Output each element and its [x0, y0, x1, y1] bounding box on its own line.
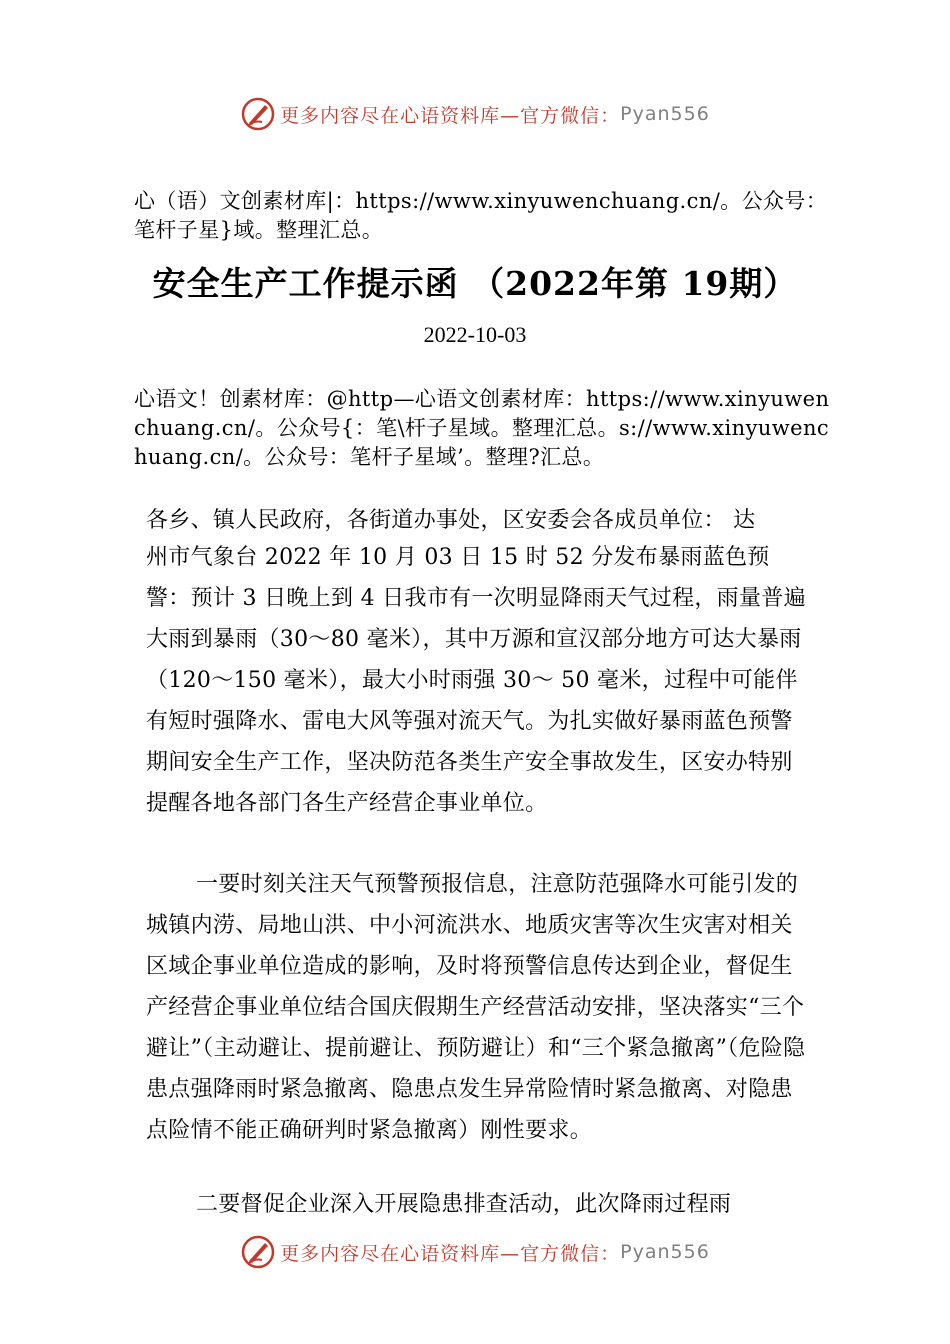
header-banner: [0, 94, 950, 134]
banner-wechat: Pyan556: [620, 1241, 710, 1263]
document-title: 安全生产工作提示函 （2022年第 19期）: [152, 264, 798, 303]
watermark-note: 心（语）文创素材库|：https://www.xinyuwenchuang.cn/。公众号：笔杆子星}域。整理汇总。: [134, 189, 828, 242]
paragraph-two: 二要督促企业深入开展隐患排查活动，此次降雨过程雨: [196, 1192, 732, 1217]
pen-logo-icon: [240, 96, 276, 132]
banner-text: 更多内容尽在心语资料库—官方微信：: [280, 104, 621, 127]
banner-text: 更多内容尽在心语资料库—官方微信：: [280, 1242, 621, 1265]
banner-wechat: Pyan556: [620, 103, 710, 125]
paragraph-warning: 州市气象台 2022 年 10 月 03 日 15 时 52 分发布暴雨蓝色预警：预计 3 日晚上到 4 日我市有一次明显降雨天气过程，雨量普遍大雨到暴雨（30～80 毫米），其中万源和宣汉部分地方可达大暴雨（120～150 毫米），最大小时雨强 30～ 50 毫米，过程中可能伴有短时强降水、雷电大风等强对流天气。为扎实做好暴雨蓝色预警期间安全生产工作，坚决防范各类生产安全事故发生，区安办特别提醒各地各部门各生产经营企事业单位。: [146, 545, 806, 816]
greeting-line: 各乡、镇人民政府，各街道办事处，区安委会各成员单位： 达: [146, 508, 756, 533]
footer-banner: [0, 1232, 950, 1272]
paragraph-one: 一要时刻关注天气预警预报信息，注意防范强降水可能引发的城镇内涝、局地山洪、中小河流洪水、地质灾害等次生灾害对相关区域企事业单位造成的影响，及时将预警信息传达到企业，督促生产经营企事业单位结合国庆假期生产经营活动安排，坚决落实“三个避让”（主动避让、提前避让、预防避让）和“三个紧急撤离”（危险隐患点强降雨时紧急撤离、隐患点发生异常险情时紧急撤离、对隐患点险情不能正确研判时紧急撤离）刚性要求。: [146, 872, 806, 1143]
watermark-note: 心语文！创素材库：@http—心语文创素材库：https://www.xinyuwenchuang.cn/。公众号{：笔\杆子星域。整理汇总。s://www.xinyuwenchuang.cn/。公众号：笔杆子星域’。整理?汇总。: [134, 387, 830, 469]
pen-logo-icon: [240, 1234, 276, 1270]
document-date: 2022-10-03: [423, 322, 527, 347]
